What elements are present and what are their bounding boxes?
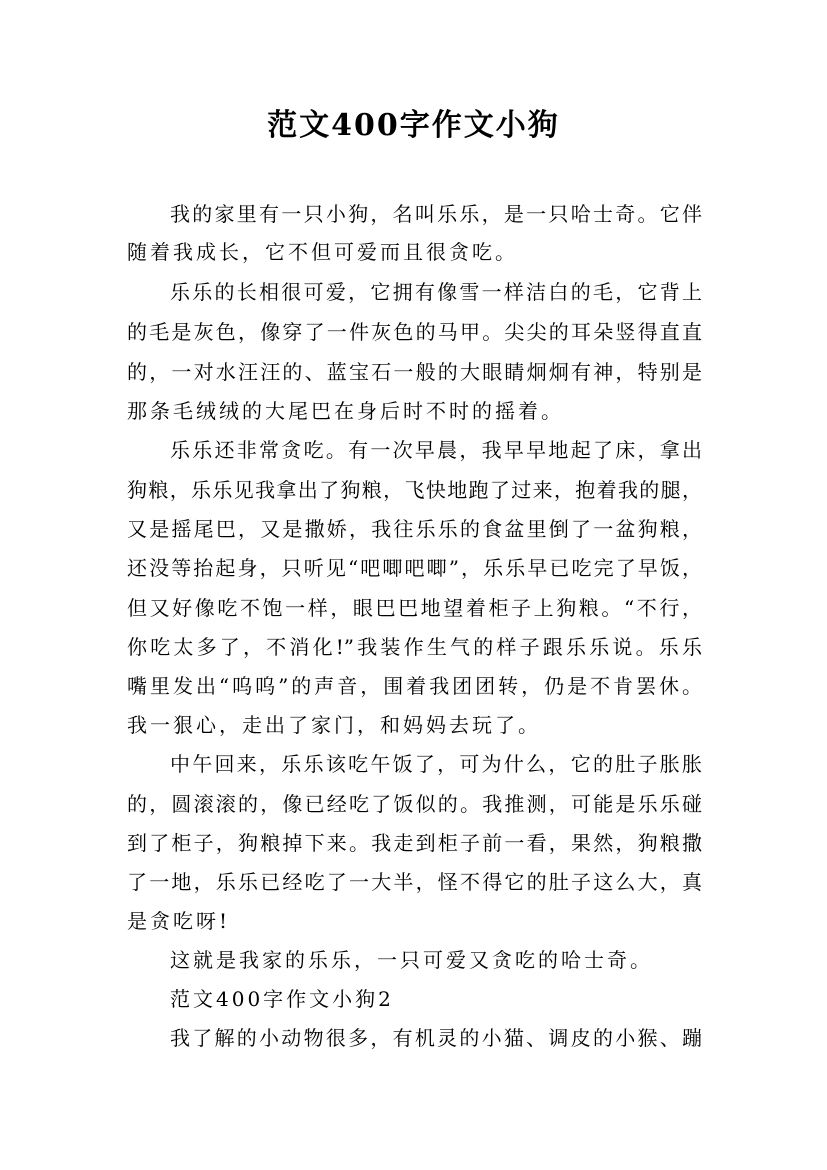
text-line: 但又好像吃不饱一样，眼巴巴地望着柜子上狗粮。“不行， [127,596,702,620]
text-line: 的，一对水汪汪的、蓝宝石一般的大眼睛炯炯有神，特别是 [127,360,702,384]
text-line: 的毛是灰色，像穿了一件灰色的马甲。尖尖的耳朵竖得直直 [127,320,702,344]
text-line: 那条毛绒绒的大尾巴在身后时不时的摇着。 [127,399,564,423]
section-heading: 范文400字作文小狗2 [170,987,394,1011]
text-line: 我的家里有一只小狗，名叫乐乐，是一只哈士奇。它伴 [170,202,702,226]
text-line: 是贪吃呀! [127,909,231,933]
text-line: 狗粮，乐乐见我拿出了狗粮，飞快地跑了过来，抱着我的腿， [127,478,702,502]
text-line: 这就是我家的乐乐，一只可爱又贪吃的哈士奇。 [170,948,653,972]
text-line: 到了柜子，狗粮掉下来。我走到柜子前一看，果然，狗粮撒 [127,831,702,855]
text-line: 中午回来，乐乐该吃午饭了，可为什么，它的肚子胀胀 [170,752,702,776]
text-line: 还没等抬起身，只听见“吧唧吧唧”，乐乐早已吃完了早饭， [127,556,702,580]
text-line: 又是摇尾巴，又是撒娇，我往乐乐的食盆里倒了一盆狗粮， [127,517,702,541]
text-line: 乐乐还非常贪吃。有一次早晨，我早早地起了床，拿出 [170,438,702,462]
document-title: 范文400字作文小狗 [267,108,560,143]
text-line: 随着我成长，它不但可爱而且很贪吃。 [127,240,518,264]
text-line: 我了解的小动物很多，有机灵的小猫、调皮的小猴、蹦 [170,1026,702,1050]
text-line: 了一地，乐乐已经吃了一大半，怪不得它的肚子这么大，真 [127,870,702,894]
text-line: 乐乐的长相很可爱，它拥有像雪一样洁白的毛，它背上 [170,280,702,304]
text-line: 你吃太多了，不消化!”我装作生气的样子跟乐乐说。乐乐 [127,635,702,659]
text-line: 我一狠心，走出了家门，和妈妈去玩了。 [127,713,541,737]
text-line: 的，圆滚滚的，像已经吃了饭似的。我推测，可能是乐乐碰 [127,792,702,816]
text-line: 嘴里发出“呜呜”的声音，围着我团团转，仍是不肯罢休。 [127,674,702,698]
